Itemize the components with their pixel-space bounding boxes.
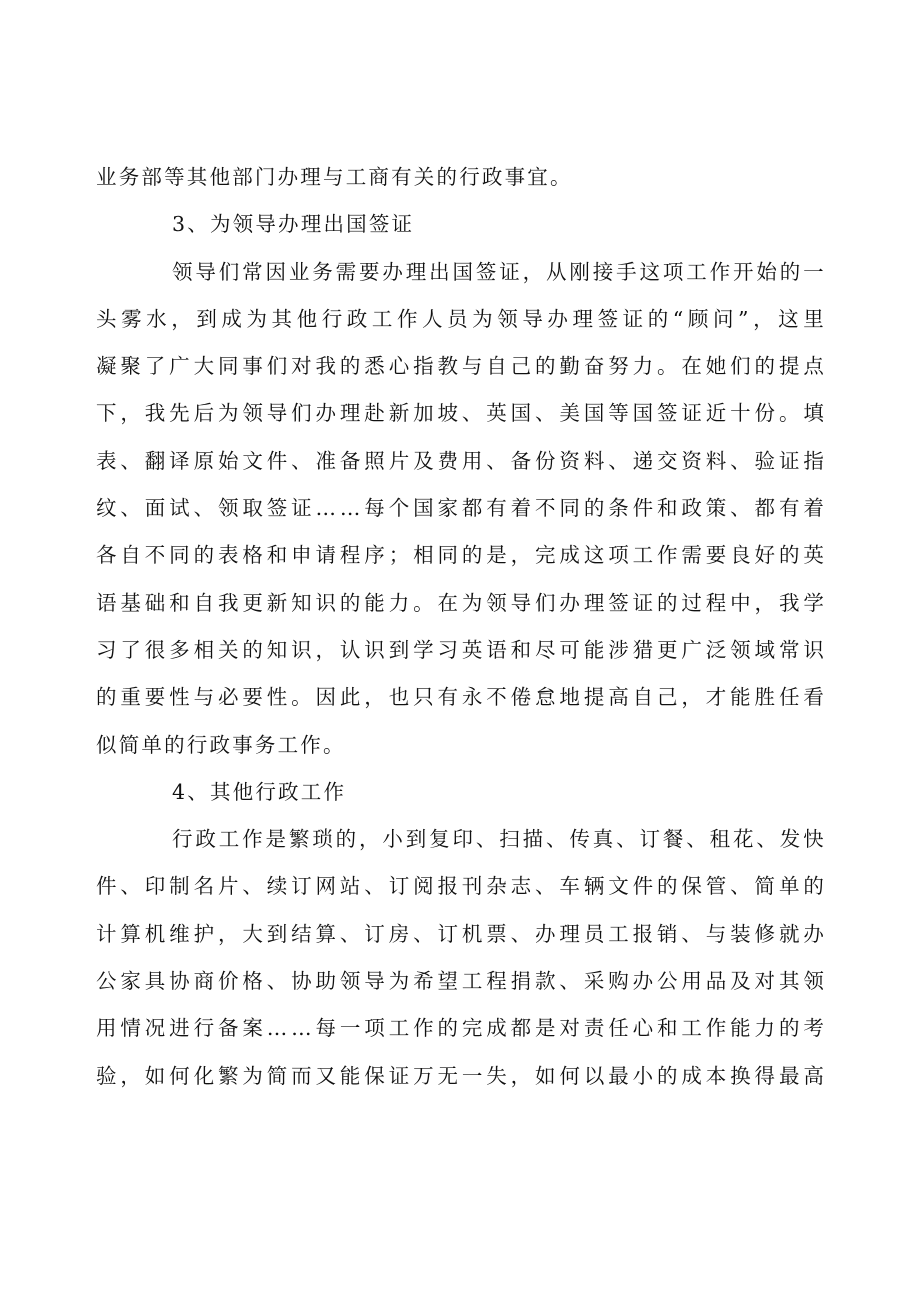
text-line-15: 行 政 工 作 是 繁 琐 的 ， 小 到 复 印 、 扫 描 、 传 真 、 订 餐 、 租 花 、 发 快 (172, 827, 824, 852)
section-heading-other: 4、其他行政工作 (172, 779, 347, 804)
text-line-4: 头 雾 水 ， 到 成 为 其 他 行 政 工 作 人 员 为 领 导 办 理 签 证 的 “ 顾 问 ” ， 这 里 (96, 306, 824, 331)
text-line-12: 的 重 要 性 与 必 要 性 。 因 此 ， 也 只 有 永 不 倦 怠 地 提 高 自 己 ， 才 能 胜 任 看 (96, 685, 824, 710)
text-line-20: 验 ， 如 何 化 繁 为 简 而 又 能 保 证 万 无 一 失 ， 如 何 以 最 小 的 成 本 换 得 最 高 (96, 1063, 824, 1088)
text-line-19: 用 情 况 进 行 备 案 … … 每 一 项 工 作 的 完 成 都 是 对 责 任 心 和 工 作 能 力 的 考 (96, 1016, 824, 1041)
text-line-9: 各 自 不 同 的 表 格 和 申 请 程 序 ； 相 同 的 是 ， 完 成 这 项 工 作 需 要 良 好 的 英 (96, 543, 824, 568)
text-line-13: 似简单的行政事务工作。 (96, 732, 346, 757)
text-line-16: 件 、 印 制 名 片 、 续 订 网 站 、 订 阅 报 刊 杂 志 、 车 辆 文 件 的 保 管 、 简 单 的 (96, 874, 824, 899)
section-heading-visa: 3、为领导办理出国签证 (172, 212, 415, 237)
text-line-1: 业务部等其他部门办理与工商有关的行政事宜。 (96, 165, 573, 189)
document-page (96, 154, 824, 1100)
text-line-3: 领 导 们 常 因 业 务 需 要 办 理 出 国 签 证 ， 从 刚 接 手 这 项 工 作 开 始 的 一 (172, 259, 824, 284)
text-line-7: 表 、 翻 译 原 始 文 件 、 准 备 照 片 及 费 用 、 备 份 资 料 、 递 交 资 料 、 验 证 指 (96, 448, 824, 473)
text-line-8: 纹 、 面 试 、 领 取 签 证 … … 每 个 国 家 都 有 着 不 同 的 条 件 和 政 策 、 都 有 着 (96, 496, 824, 521)
text-line-5: 凝 聚 了 广 大 同 事 们 对 我 的 悉 心 指 教 与 自 己 的 勤 奋 努 力 。 在 她 们 的 提 点 (96, 354, 824, 379)
text-line-10: 语 基 础 和 自 我 更 新 知 识 的 能 力 。 在 为 领 导 们 办 理 签 证 的 过 程 中 ， 我 学 (96, 590, 824, 615)
text-line-17: 计 算 机 维 护 ， 大 到 结 算 、 订 房 、 订 机 票 、 办 理 员 工 报 销 、 与 装 修 就 办 (96, 921, 824, 946)
text-line-6: 下 ， 我 先 后 为 领 导 们 办 理 赴 新 加 坡 、 英 国 、 美 国 等 国 签 证 近 十 份 。 填 (96, 401, 824, 426)
text-line-11: 习 了 很 多 相 关 的 知 识 ， 认 识 到 学 习 英 语 和 尽 可 能 涉 猎 更 广 泛 领 域 常 识 (96, 637, 824, 662)
text-line-18: 公 家 具 协 商 价 格 、 协 助 领 导 为 希 望 工 程 捐 款 、 采 购 办 公 用 品 及 对 其 领 (96, 969, 824, 994)
